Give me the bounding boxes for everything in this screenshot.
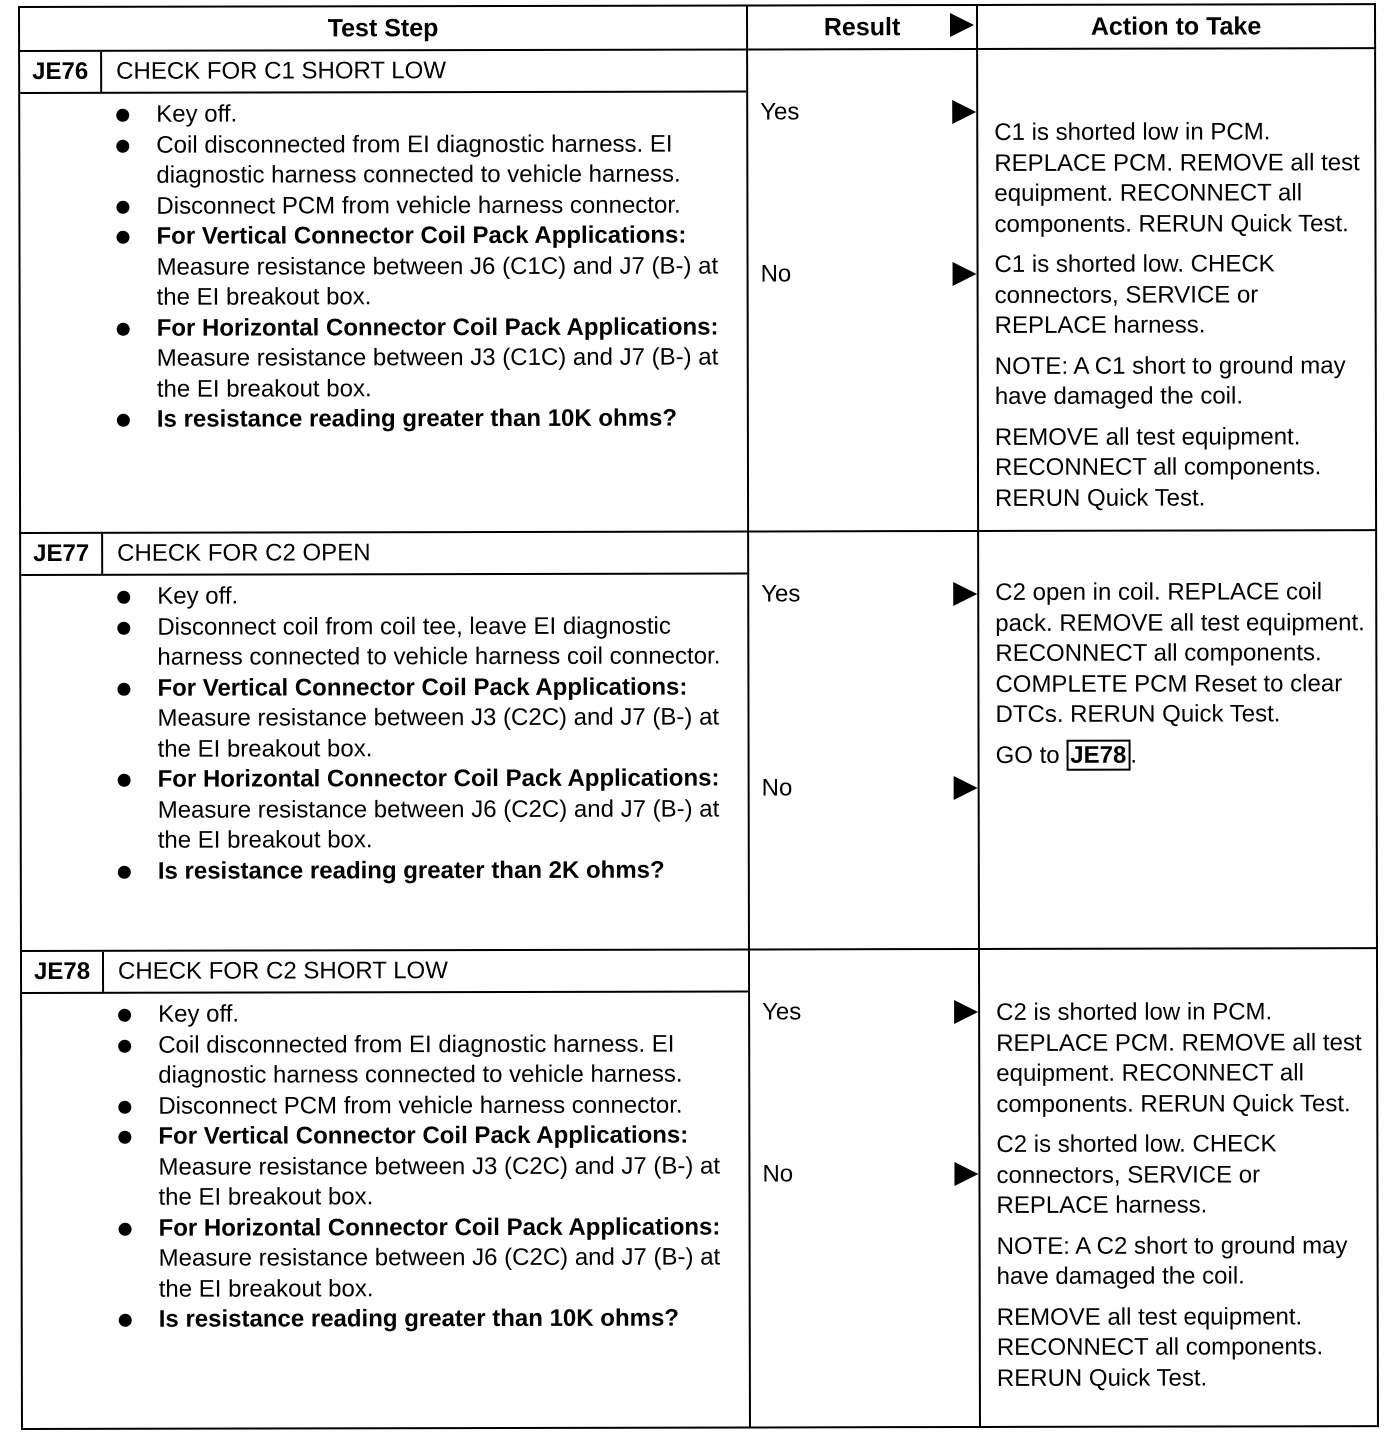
result-yes: Yes [761,580,801,608]
arrow-right-icon [953,262,977,286]
step-id: JE78 [22,952,104,992]
step-title-row [20,50,746,94]
step-id: JE77 [21,534,103,574]
table-row [20,530,1377,951]
header-result-label: Result [823,12,901,41]
action-note: NOTE: A C2 short to ground may have damaged the coil. [996,1231,1348,1290]
diagnostic-table [18,3,1379,1430]
result-cell [748,531,979,949]
table-row [19,48,1376,533]
list-item: For Vertical Connector Coil Pack Applications: Measure resistance between J3 (C2C) and J7 (B-) at the EI breakout box. [113,672,729,765]
test-step-cell [19,49,748,533]
arrow-right-icon [950,13,974,37]
list-item: For Vertical Connector Coil Pack Applications: Measure resistance between J6 (C1C) and J7 (B-) at the EI breakout box. [112,221,728,314]
result-no: No [762,1160,794,1188]
list-item: Disconnect coil from coil tee, leave EI diagnostic harness connected to vehicle harness coil connector. [113,611,729,673]
list-item: Is resistance reading greater than 10K ohms? [115,1304,731,1336]
list-item: Disconnect PCM from vehicle harness connector. [112,190,728,222]
action-cell [977,48,1376,531]
step-bullets [21,574,748,893]
test-step-cell [20,531,749,951]
result-yes: Yes [762,998,802,1026]
result-yes: Yes [760,98,800,126]
list-item: Key off. [114,999,730,1031]
list-item: For Horizontal Connector Coil Pack Applications: Measure resistance between J3 (C1C) and J7 (B-) at the EI breakout box. [113,312,729,405]
list-item: Is resistance reading greater than 10K ohms? [113,404,729,436]
action-reconnect: REMOVE all test equipment. RECONNECT all components. RERUN Quick Test. [994,422,1322,512]
test-step-cell [21,949,750,1429]
arrow-right-icon [954,1000,978,1024]
step-bullets [20,92,747,441]
action-no: C2 is shorted low. CHECK connectors, SERVICE or REPLACE harness. [996,1130,1277,1219]
list-item: Coil disconnected from EI diagnostic harness. EI diagnostic harness connected to vehicle harness. [114,1029,730,1091]
action-yes: C1 is shorted low in PCM. REPLACE PCM. REMOVE all test equipment. RECONNECT all components. RERUN Quick Test. [994,118,1360,238]
result-no: No [760,260,792,288]
step-reference-link[interactable]: JE78 [1066,739,1130,770]
step-title: CHECK FOR C2 SHORT LOW [117,957,448,985]
list-item: Key off. [113,581,729,613]
result-no: No [761,774,793,802]
arrow-right-icon [952,100,976,124]
action-cell [979,948,1378,1427]
action-reconnect: REMOVE all test equipment. RECONNECT all components. RERUN Quick Test. [996,1302,1324,1392]
table-header-row [19,4,1375,51]
list-item: For Horizontal Connector Coil Pack Applications: Measure resistance between J6 (C2C) and J7 (B-) at the EI breakout box. [114,764,730,857]
action-cell [978,530,1377,949]
action-yes: C2 open in coil. REPLACE coil pack. REMOVE all test equipment. RECONNECT all components. COMPLETE PCM Reset to clear DTCs. RERUN Quick Test. [995,578,1365,728]
arrow-right-icon [953,582,977,606]
step-id: JE76 [20,52,102,92]
arrow-right-icon [954,1162,978,1186]
diagnostic-table-page [18,3,1379,1430]
header-action: Action to Take [977,4,1375,49]
step-title: CHECK FOR C2 OPEN [117,539,371,567]
action-no: GO to JE78 . [995,741,1138,769]
step-title: CHECK FOR C1 SHORT LOW [116,57,446,85]
arrow-right-icon [954,776,978,800]
header-result [747,5,977,49]
list-item: For Horizontal Connector Coil Pack Applications: Measure resistance between J6 (C2C) and J7 (B-) at the EI breakout box. [115,1212,731,1305]
action-yes: C2 is shorted low in PCM. REPLACE PCM. REMOVE all test equipment. RECONNECT all components. RERUN Quick Test. [996,998,1362,1118]
table-row [21,948,1378,1429]
list-item: Is resistance reading greater than 2K ohms? [114,855,730,887]
result-cell [747,49,978,531]
action-note: NOTE: A C1 short to ground may have damaged the coil. [994,351,1346,410]
step-title-row [21,532,747,576]
action-no: C1 is shorted low. CHECK connectors, SERVICE or REPLACE harness. [994,250,1275,339]
list-item: Key off. [112,99,728,131]
result-cell [749,949,980,1427]
step-bullets [22,992,749,1341]
header-test-step: Test Step [19,5,747,51]
list-item: Coil disconnected from EI diagnostic harness. EI diagnostic harness connected to vehicle harness. [112,129,728,191]
list-item: Disconnect PCM from vehicle harness connector. [114,1090,730,1122]
step-title-row [22,950,748,994]
list-item: For Vertical Connector Coil Pack Applications: Measure resistance between J3 (C2C) and J7 (B-) at the EI breakout box. [114,1121,730,1214]
